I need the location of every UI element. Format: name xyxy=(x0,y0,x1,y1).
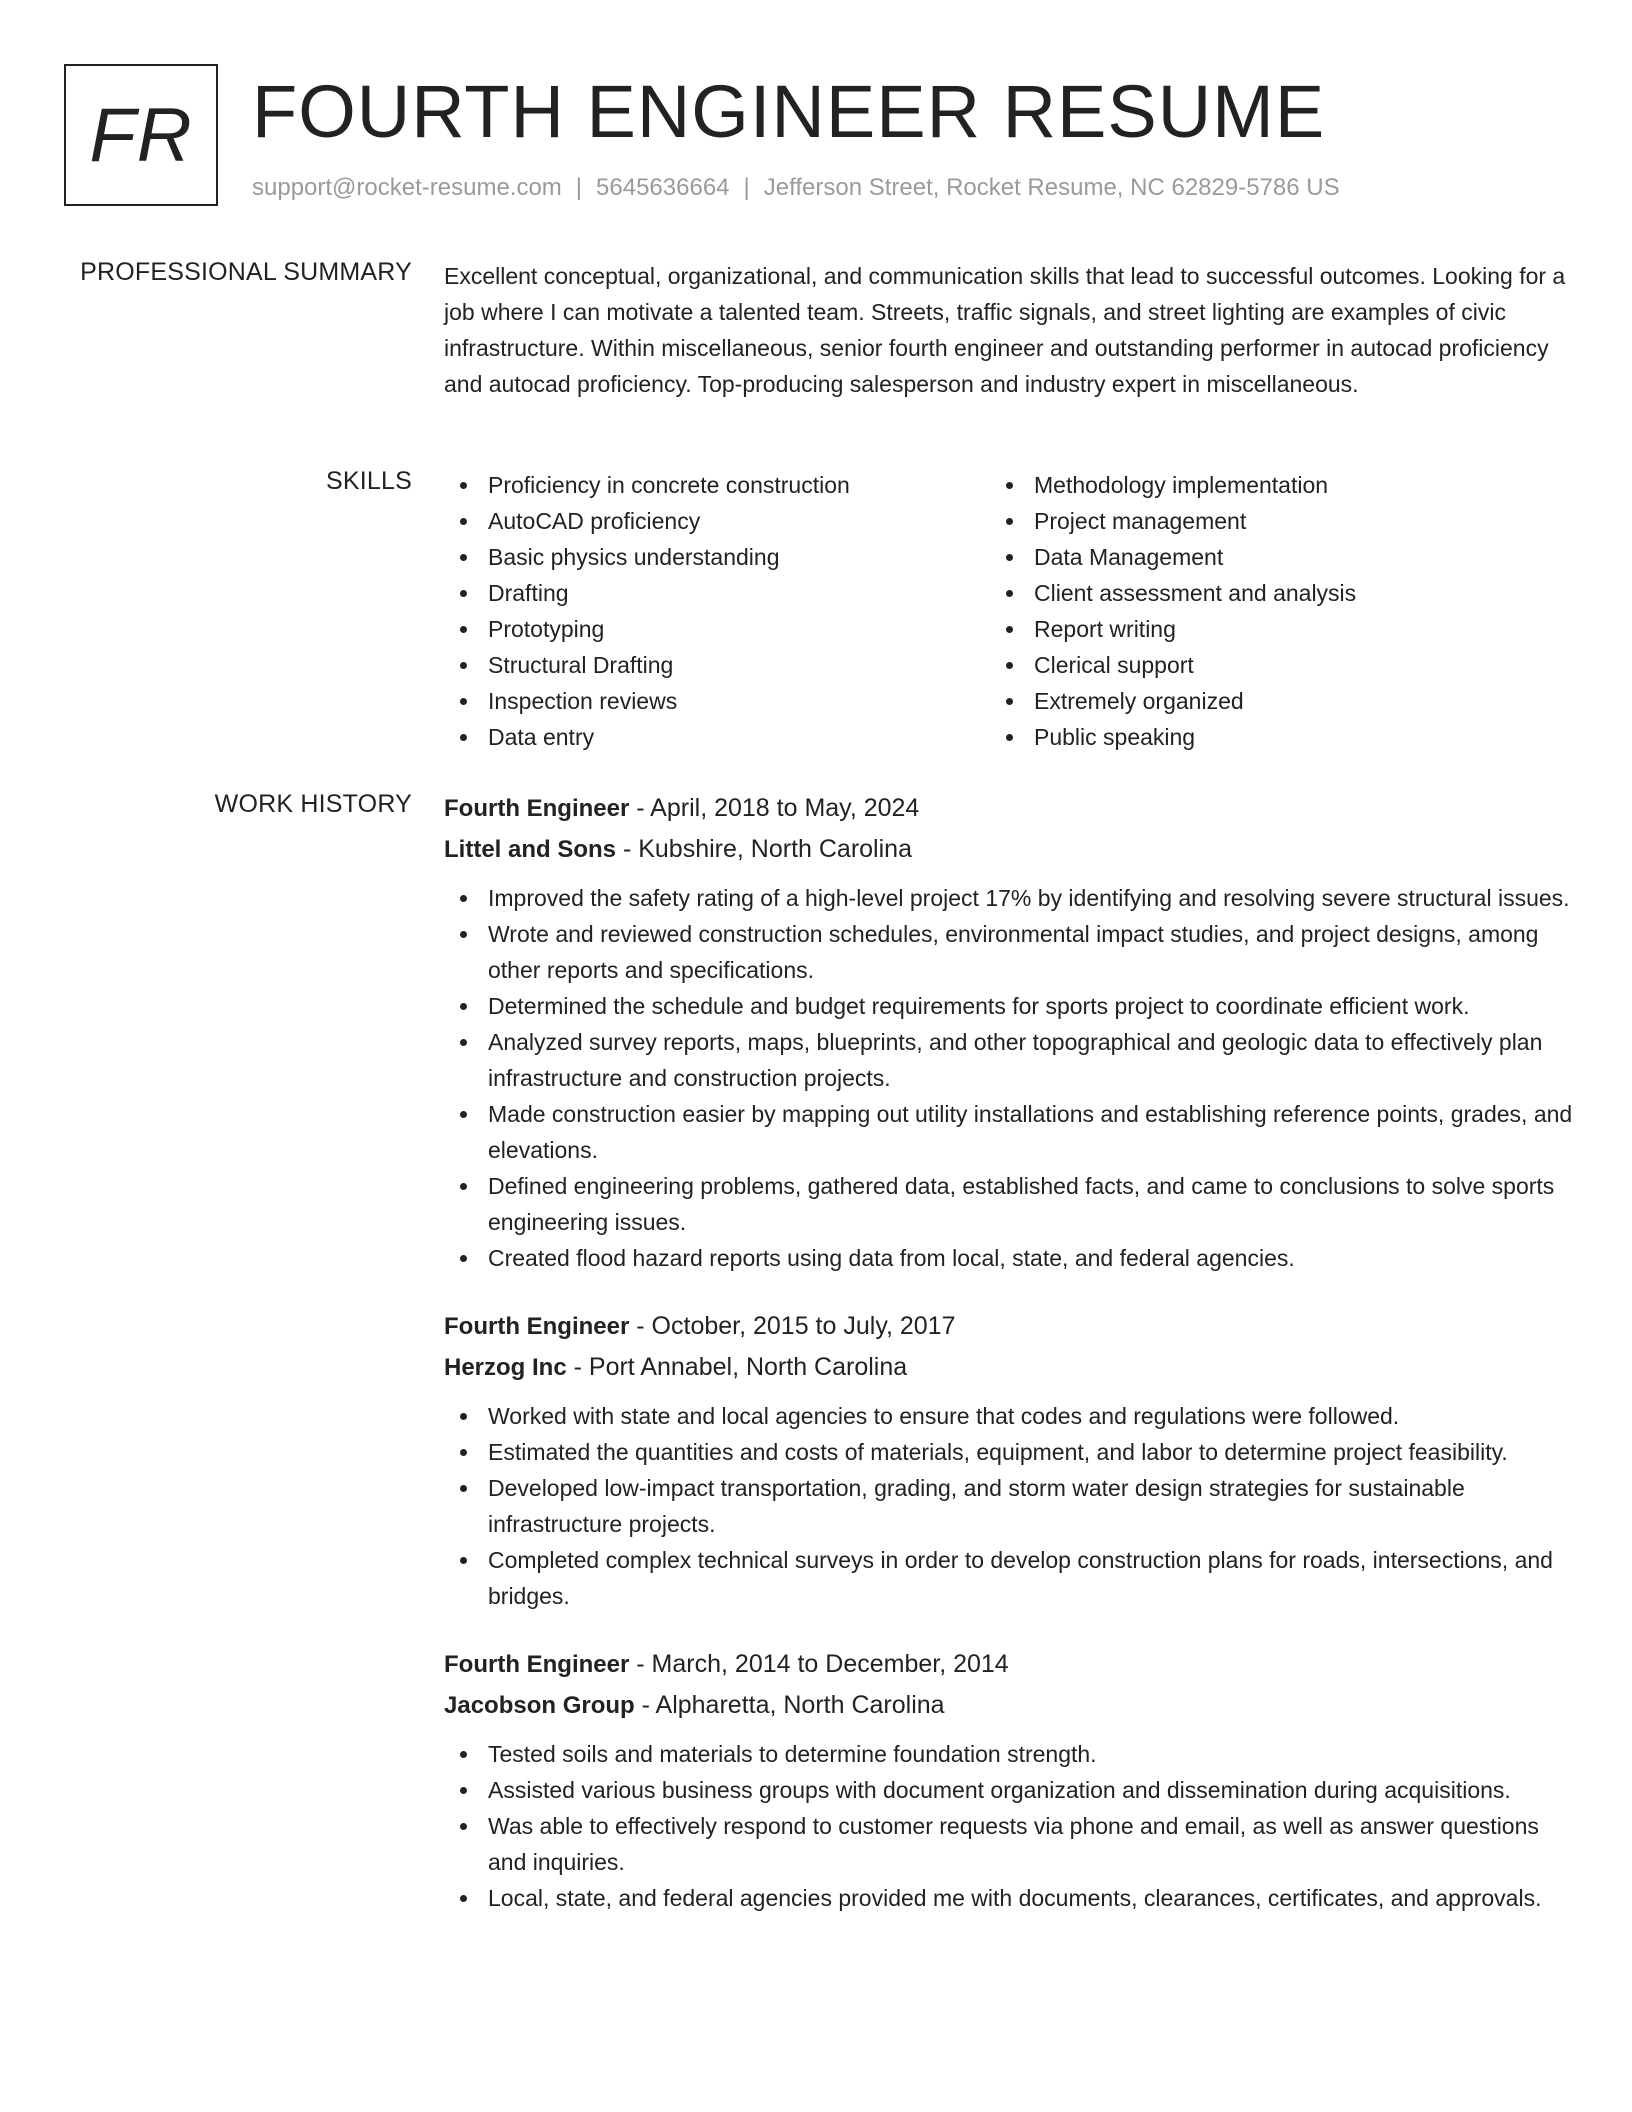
job-bullets xyxy=(444,880,1574,1276)
job-bullet: Local, state, and federal agencies provided me with documents, clearances, certificates, and approvals. xyxy=(444,1880,1574,1916)
job-company: Herzog Inc xyxy=(444,1354,567,1381)
job-bullet: Estimated the quantities and costs of materials, equipment, and labor to determine project feasibility. xyxy=(444,1434,1574,1470)
job-company-line xyxy=(444,829,1574,870)
job-bullet: Assisted various business groups with document organization and dissemination during acquisitions. xyxy=(444,1772,1574,1808)
contact-line xyxy=(252,174,1340,202)
job-entry xyxy=(444,1644,1574,1916)
job-bullet: Defined engineering problems, gathered data, established facts, and came to conclusions to solve sports engineering issues. xyxy=(444,1168,1574,1240)
job-bullet: Determined the schedule and budget requirements for sports project to coordinate efficient work. xyxy=(444,988,1574,1024)
skill-item: Basic physics understanding xyxy=(444,539,990,575)
skill-item: Methodology implementation xyxy=(990,467,1536,503)
job-title: Fourth Engineer xyxy=(444,1651,630,1678)
skill-item: Drafting xyxy=(444,575,990,611)
job-bullet: Tested soils and materials to determine foundation strength. xyxy=(444,1736,1574,1772)
job-bullet: Made construction easier by mapping out utility installations and establishing reference points, grades, and elevations. xyxy=(444,1096,1574,1168)
skill-item: Proficiency in concrete construction xyxy=(444,467,990,503)
contact-address: Jefferson Street, Rocket Resume, NC 62829-5786 US xyxy=(763,174,1340,201)
job-company: Jacobson Group xyxy=(444,1692,635,1719)
resume-title: FOURTH ENGINEER RESUME xyxy=(252,70,1326,153)
skill-item: Report writing xyxy=(990,611,1536,647)
job-dates: - October, 2015 to July, 2017 xyxy=(629,1312,956,1340)
job-bullet: Developed low-impact transportation, grading, and storm water design strategies for sustainable infrastructure projects. xyxy=(444,1470,1574,1542)
job-company: Littel and Sons xyxy=(444,836,617,863)
job-title: Fourth Engineer xyxy=(444,1313,630,1340)
skills-list-left xyxy=(444,467,990,755)
job-entry xyxy=(444,788,1574,1276)
job-title-line xyxy=(444,1306,1574,1347)
skill-item: Data Management xyxy=(990,539,1536,575)
job-bullet: Improved the safety rating of a high-level project 17% by identifying and resolving severe structural issues. xyxy=(444,880,1574,916)
skill-item: Prototyping xyxy=(444,611,990,647)
job-bullet: Created flood hazard reports using data from local, state, and federal agencies. xyxy=(444,1240,1574,1276)
job-bullets xyxy=(444,1736,1574,1916)
skill-item: Project management xyxy=(990,503,1536,539)
skill-item: Client assessment and analysis xyxy=(990,575,1536,611)
job-title-line xyxy=(444,788,1574,829)
skill-item: Inspection reviews xyxy=(444,683,990,719)
job-entry xyxy=(444,1306,1574,1614)
job-bullet: Analyzed survey reports, maps, blueprints, and other topographical and geologic data to effectively plan infrastructure and construction projects. xyxy=(444,1024,1574,1096)
skill-item: Clerical support xyxy=(990,647,1536,683)
skills-label: SKILLS xyxy=(326,467,412,495)
job-company-line xyxy=(444,1685,1574,1726)
job-location: - Port Annabel, North Carolina xyxy=(566,1353,908,1381)
job-bullet: Worked with state and local agencies to ensure that codes and regulations were followed. xyxy=(444,1398,1574,1434)
skill-item: Extremely organized xyxy=(990,683,1536,719)
contact-separator: | xyxy=(575,174,583,201)
job-bullet: Was able to effectively respond to customer requests via phone and email, as well as answer questions and inquiries. xyxy=(444,1808,1574,1880)
job-title-line xyxy=(444,1644,1574,1685)
work-history-label: WORK HISTORY xyxy=(214,790,412,818)
job-location: - Alpharetta, North Carolina xyxy=(634,1691,945,1719)
resume-header xyxy=(64,64,1604,214)
job-dates: - March, 2014 to December, 2014 xyxy=(629,1650,1009,1678)
monogram-logo: FR xyxy=(64,64,218,206)
skills-list-right xyxy=(990,467,1536,755)
summary-label: PROFESSIONAL SUMMARY xyxy=(80,258,412,286)
contact-phone: 5645636664 xyxy=(596,174,730,201)
job-location: - Kubshire, North Carolina xyxy=(616,835,912,863)
summary-text: Excellent conceptual, organizational, and communication skills that lead to successful outcomes. Looking for a job where I can motivate a talented team. Streets, traffic signals, and street lighting are examples of civic infrastructure. Within miscellaneous, senior fourth engineer and outstanding performer in autocad proficiency and autocad proficiency. Top-producing salesperson and industry expert in miscellaneous. xyxy=(444,263,1566,397)
skill-item: Public speaking xyxy=(990,719,1536,755)
job-bullet: Wrote and reviewed construction schedules, environmental impact studies, and project designs, among other reports and specifications. xyxy=(444,916,1574,988)
contact-email: support@rocket-resume.com xyxy=(252,174,562,201)
job-title: Fourth Engineer xyxy=(444,795,630,822)
skill-item: Data entry xyxy=(444,719,990,755)
skill-item: AutoCAD proficiency xyxy=(444,503,990,539)
job-bullet: Completed complex technical surveys in order to develop construction plans for roads, intersections, and bridges. xyxy=(444,1542,1574,1614)
skill-item: Structural Drafting xyxy=(444,647,990,683)
contact-separator: | xyxy=(743,174,750,201)
job-company-line xyxy=(444,1347,1574,1388)
job-bullets xyxy=(444,1398,1574,1614)
job-dates: - April, 2018 to May, 2024 xyxy=(629,794,920,822)
